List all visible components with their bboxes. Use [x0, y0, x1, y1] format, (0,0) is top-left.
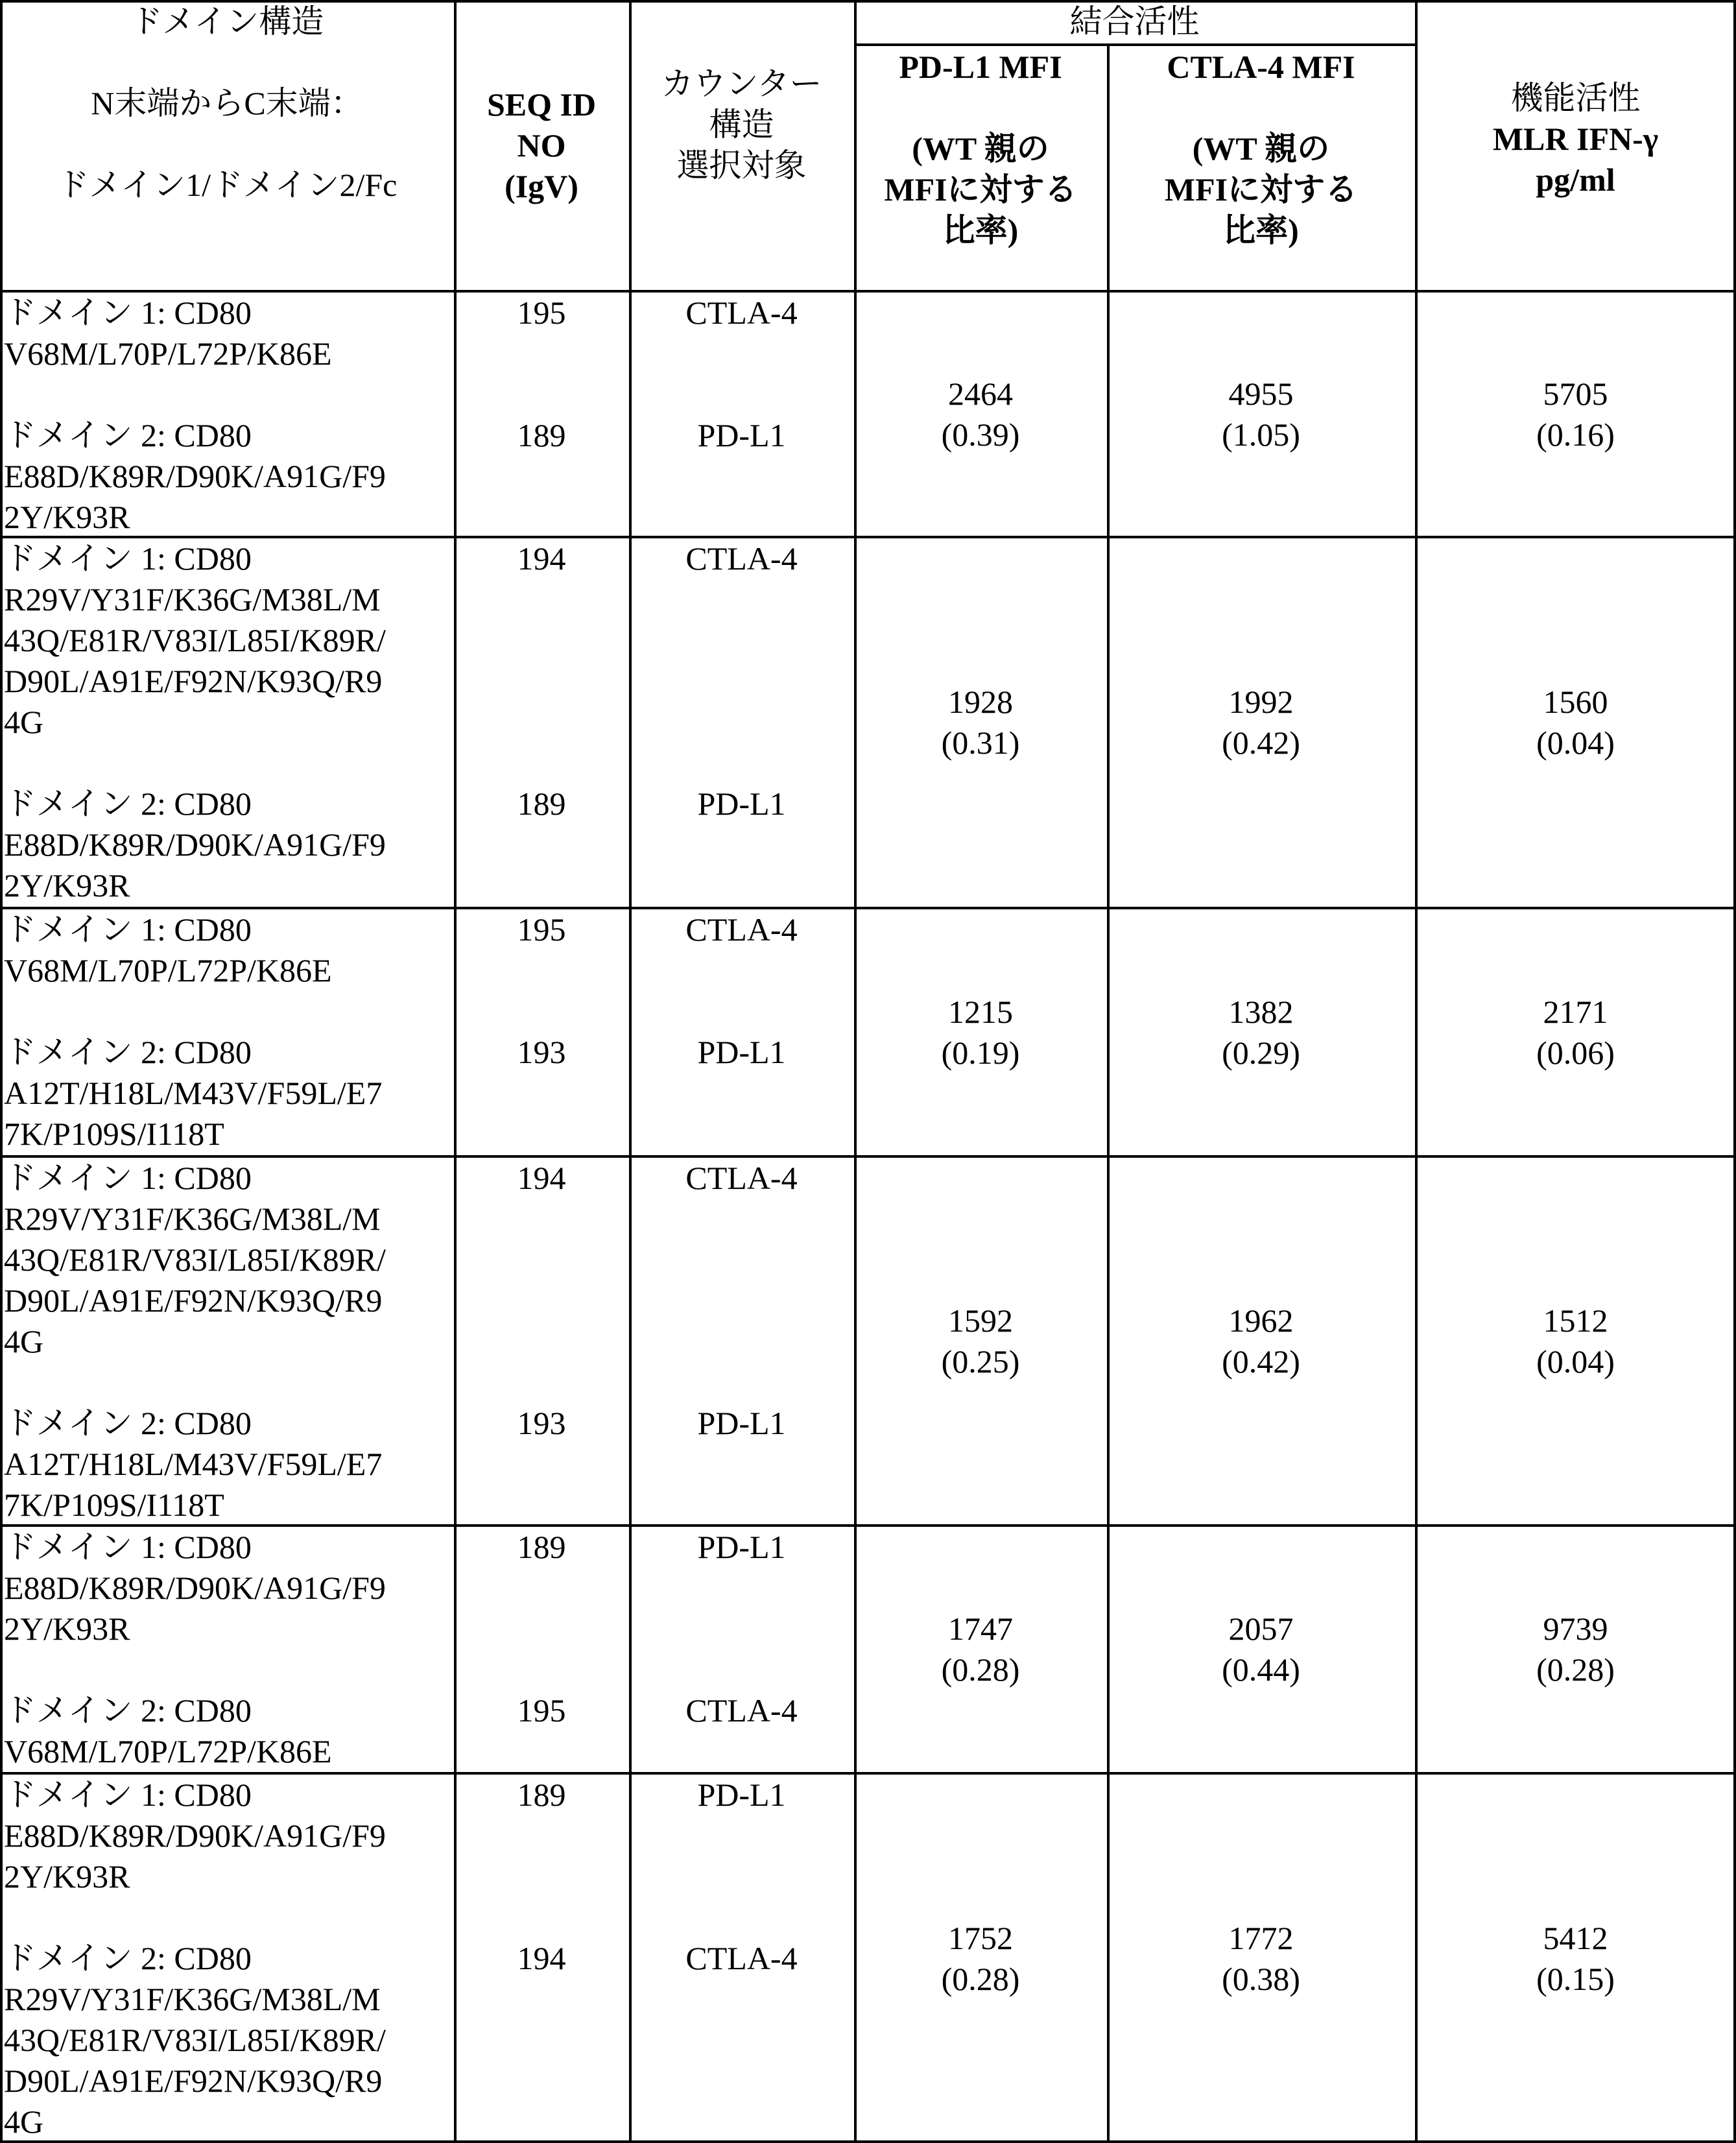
- domain-line: 43Q/E81R/V83I/L85I/K89R/: [4, 1239, 454, 1280]
- domain-line: 2Y/K93R: [4, 1856, 454, 1897]
- domain-line: 43Q/E81R/V83I/L85I/K89R/: [4, 2020, 454, 2061]
- domain-line: ドメイン 1: CD80: [4, 293, 454, 333]
- ctla4-value: 4955: [1107, 374, 1415, 414]
- mlr-value-cell: [1415, 909, 1736, 1155]
- results-table: [0, 0, 1736, 2143]
- domain-line: ドメイン 1: CD80: [4, 538, 454, 579]
- row-divider: [0, 290, 1736, 293]
- binding-activity-divider: [854, 43, 1415, 46]
- mlr-value: (0.04): [1415, 1341, 1736, 1382]
- mlr-value: (0.28): [1415, 1649, 1736, 1690]
- pdl1-value: 1752: [854, 1918, 1107, 1959]
- row-divider: [0, 907, 1736, 909]
- mlr-value: 5412: [1415, 1918, 1736, 1959]
- counter-structure-domain-1: CTLA-4: [629, 538, 854, 579]
- seq-id-domain-1: 189: [454, 1775, 629, 1815]
- domain-line: 4G: [4, 702, 454, 743]
- counter-structure-domain-2: PD-L1: [629, 784, 854, 824]
- mlr-value: (0.06): [1415, 1033, 1736, 1073]
- header-text: SEQ ID: [454, 84, 629, 125]
- header-text: ドメイン構造: [0, 1, 454, 83]
- pdl1-value: (0.28): [854, 1959, 1107, 2000]
- row-divider: [0, 1524, 1736, 1527]
- header-text: 選択対象: [629, 145, 854, 186]
- header-domain-structure: [0, 1, 454, 246]
- header-text: 比率): [854, 210, 1107, 251]
- domain-line: ドメイン 2: CD80: [4, 1403, 454, 1444]
- ctla4-value: 1772: [1107, 1918, 1415, 1959]
- ctla4-value: (0.44): [1107, 1649, 1415, 1690]
- pdl1-value-cell: [854, 293, 1107, 536]
- header-text: MFIに対する: [1107, 169, 1415, 210]
- mlr-value: (0.04): [1415, 723, 1736, 763]
- domain-1-text: [0, 293, 454, 374]
- header-text: NO: [454, 125, 629, 166]
- ctla4-value: (0.42): [1107, 723, 1415, 763]
- counter-structure-domain-2: PD-L1: [629, 1032, 854, 1073]
- ctla4-value-cell: [1107, 1158, 1415, 1524]
- domain-line: D90L/A91E/F92N/K93Q/R9: [4, 661, 454, 702]
- counter-structure-domain-2: CTLA-4: [629, 1690, 854, 1731]
- mlr-value-cell: [1415, 1158, 1736, 1524]
- domain-line: 2Y/K93R: [4, 865, 454, 906]
- domain-line: V68M/L70P/L72P/K86E: [4, 333, 454, 374]
- domain-line: 43Q/E81R/V83I/L85I/K89R/: [4, 620, 454, 661]
- domain-line: D90L/A91E/F92N/K93Q/R9: [4, 1280, 454, 1321]
- seq-id-domain-1: 195: [454, 293, 629, 333]
- mlr-value-cell: [1415, 293, 1736, 536]
- domain-line: R29V/Y31F/K36G/M38L/M: [4, 1199, 454, 1239]
- seq-id-domain-2: 189: [454, 784, 629, 824]
- ctla4-value: (0.29): [1107, 1033, 1415, 1073]
- mlr-value-cell: [1415, 538, 1736, 907]
- row-divider: [0, 1155, 1736, 1158]
- domain-line: R29V/Y31F/K36G/M38L/M: [4, 1979, 454, 2020]
- pdl1-value-cell: [854, 909, 1107, 1155]
- mlr-value: (0.16): [1415, 414, 1736, 455]
- mlr-value: 2171: [1415, 992, 1736, 1033]
- domain-line: 4G: [4, 2101, 454, 2142]
- row-divider: [0, 536, 1736, 538]
- domain-line: ドメイン 2: CD80: [4, 1938, 454, 1979]
- seq-id-domain-1: 194: [454, 1158, 629, 1199]
- seq-id-domain-2: 195: [454, 1690, 629, 1731]
- ctla4-value: 2057: [1107, 1609, 1415, 1649]
- ctla4-value: 1962: [1107, 1300, 1415, 1341]
- header-text: (IgV): [454, 166, 629, 207]
- domain-1-text: [0, 538, 454, 743]
- ctla4-value: (1.05): [1107, 414, 1415, 455]
- domain-2-text: [0, 1032, 454, 1155]
- pdl1-value: 2464: [854, 374, 1107, 414]
- domain-1-text: [0, 1527, 454, 1649]
- ctla4-value: (0.42): [1107, 1341, 1415, 1382]
- pdl1-value-cell: [854, 1158, 1107, 1524]
- header-text: N末端からC末端：: [0, 83, 454, 165]
- counter-structure-domain-2: PD-L1: [629, 415, 854, 456]
- ctla4-value: (0.38): [1107, 1959, 1415, 2000]
- mlr-value-cell: [1415, 1527, 1736, 1772]
- column-divider: [0, 0, 3, 2143]
- pdl1-value: (0.28): [854, 1649, 1107, 1690]
- domain-1-text: [0, 909, 454, 991]
- seq-id-domain-1: 195: [454, 909, 629, 950]
- header-text: PD-L1 MFI: [854, 47, 1107, 88]
- header-seq-id: [454, 84, 629, 207]
- domain-line: ドメイン 1: CD80: [4, 1158, 454, 1199]
- domain-line: ドメイン 1: CD80: [4, 909, 454, 950]
- counter-structure-domain-2: PD-L1: [629, 1403, 854, 1444]
- header-text: pg/ml: [1415, 160, 1736, 200]
- domain-2-text: [0, 1403, 454, 1526]
- column-divider: [1733, 0, 1736, 2143]
- header-text: 比率): [1107, 210, 1415, 251]
- domain-2-text: [0, 784, 454, 906]
- header-text: (WT 親の: [1107, 128, 1415, 169]
- header-text: ドメイン1/ドメイン2/Fc: [0, 165, 454, 246]
- mlr-value: 9739: [1415, 1609, 1736, 1649]
- row-divider: [0, 1772, 1736, 1775]
- domain-line: ドメイン 2: CD80: [4, 415, 454, 456]
- pdl1-value: 1592: [854, 1300, 1107, 1341]
- column-divider: [454, 0, 457, 2143]
- table-border-top: [0, 0, 1736, 3]
- domain-line: 2Y/K93R: [4, 1609, 454, 1649]
- mlr-value: 1512: [1415, 1300, 1736, 1341]
- header-pdl1-mfi: [854, 47, 1107, 251]
- domain-1-text: [0, 1158, 454, 1362]
- mlr-value: 1560: [1415, 682, 1736, 723]
- pdl1-value: (0.31): [854, 723, 1107, 763]
- seq-id-domain-1: 194: [454, 538, 629, 579]
- ctla4-value-cell: [1107, 538, 1415, 907]
- domain-line: 2Y/K93R: [4, 497, 454, 538]
- counter-structure-domain-1: CTLA-4: [629, 293, 854, 333]
- pdl1-value: (0.39): [854, 414, 1107, 455]
- domain-line: D90L/A91E/F92N/K93Q/R9: [4, 2061, 454, 2101]
- counter-structure-domain-1: PD-L1: [629, 1775, 854, 1815]
- domain-line: E88D/K89R/D90K/A91G/F9: [4, 1568, 454, 1609]
- counter-structure-domain-2: CTLA-4: [629, 1938, 854, 1979]
- seq-id-domain-2: 194: [454, 1938, 629, 1979]
- ctla4-value-cell: [1107, 1775, 1415, 2143]
- ctla4-value: 1992: [1107, 682, 1415, 723]
- seq-id-domain-1: 189: [454, 1527, 629, 1568]
- ctla4-value-cell: [1107, 293, 1415, 536]
- domain-line: ドメイン 2: CD80: [4, 1032, 454, 1073]
- mlr-value: (0.15): [1415, 1959, 1736, 2000]
- counter-structure-domain-1: CTLA-4: [629, 909, 854, 950]
- header-text: 構造: [629, 104, 854, 145]
- domain-line: 7K/P109S/I118T: [4, 1114, 454, 1155]
- seq-id-domain-2: 193: [454, 1403, 629, 1444]
- pdl1-value-cell: [854, 1527, 1107, 1772]
- column-divider: [629, 0, 632, 2143]
- domain-2-text: [0, 415, 454, 538]
- seq-id-domain-2: 189: [454, 415, 629, 456]
- domain-2-text: [0, 1938, 454, 2142]
- pdl1-value: (0.25): [854, 1341, 1107, 1382]
- mlr-value: 5705: [1415, 374, 1736, 414]
- pdl1-value: 1215: [854, 992, 1107, 1033]
- row-divider: [0, 2140, 1736, 2143]
- header-text: MLR IFN-γ: [1415, 119, 1736, 160]
- header-text: カウンター: [629, 64, 854, 104]
- pdl1-value: 1747: [854, 1609, 1107, 1649]
- column-divider: [1415, 0, 1418, 2143]
- column-divider: [1107, 43, 1110, 2143]
- column-divider: [854, 0, 857, 2143]
- domain-line: ドメイン 2: CD80: [4, 1690, 454, 1731]
- counter-structure-domain-1: PD-L1: [629, 1527, 854, 1568]
- header-text: MFIに対する: [854, 169, 1107, 210]
- domain-line: V68M/L70P/L72P/K86E: [4, 1731, 454, 1772]
- domain-line: E88D/K89R/D90K/A91G/F9: [4, 1815, 454, 1856]
- domain-line: E88D/K89R/D90K/A91G/F9: [4, 456, 454, 497]
- header-binding-activity: 結合活性: [854, 1, 1415, 42]
- counter-structure-domain-1: CTLA-4: [629, 1158, 854, 1199]
- domain-line: ドメイン 1: CD80: [4, 1775, 454, 1815]
- domain-1-text: [0, 1775, 454, 1897]
- ctla4-value: 1382: [1107, 992, 1415, 1033]
- header-text: 機能活性: [1415, 78, 1736, 119]
- domain-line: 4G: [4, 1321, 454, 1362]
- pdl1-value-cell: [854, 1775, 1107, 2143]
- domain-line: ドメイン 2: CD80: [4, 784, 454, 824]
- seq-id-domain-2: 193: [454, 1032, 629, 1073]
- ctla4-value-cell: [1107, 909, 1415, 1155]
- domain-line: R29V/Y31F/K36G/M38L/M: [4, 579, 454, 620]
- domain-line: A12T/H18L/M43V/F59L/E7: [4, 1444, 454, 1485]
- header-text: CTLA-4 MFI: [1107, 47, 1415, 88]
- domain-line: A12T/H18L/M43V/F59L/E7: [4, 1073, 454, 1114]
- pdl1-value: 1928: [854, 682, 1107, 723]
- header-text: (WT 親の: [854, 128, 1107, 169]
- domain-line: 7K/P109S/I118T: [4, 1485, 454, 1526]
- domain-line: V68M/L70P/L72P/K86E: [4, 950, 454, 991]
- header-ctla4-mfi: [1107, 47, 1415, 251]
- header-functional-activity: [1415, 78, 1736, 200]
- pdl1-value: (0.19): [854, 1033, 1107, 1073]
- pdl1-value-cell: [854, 538, 1107, 907]
- header-counter-structure: [629, 64, 854, 186]
- domain-2-text: [0, 1690, 454, 1772]
- mlr-value-cell: [1415, 1775, 1736, 2143]
- domain-line: E88D/K89R/D90K/A91G/F9: [4, 824, 454, 865]
- ctla4-value-cell: [1107, 1527, 1415, 1772]
- domain-line: ドメイン 1: CD80: [4, 1527, 454, 1568]
